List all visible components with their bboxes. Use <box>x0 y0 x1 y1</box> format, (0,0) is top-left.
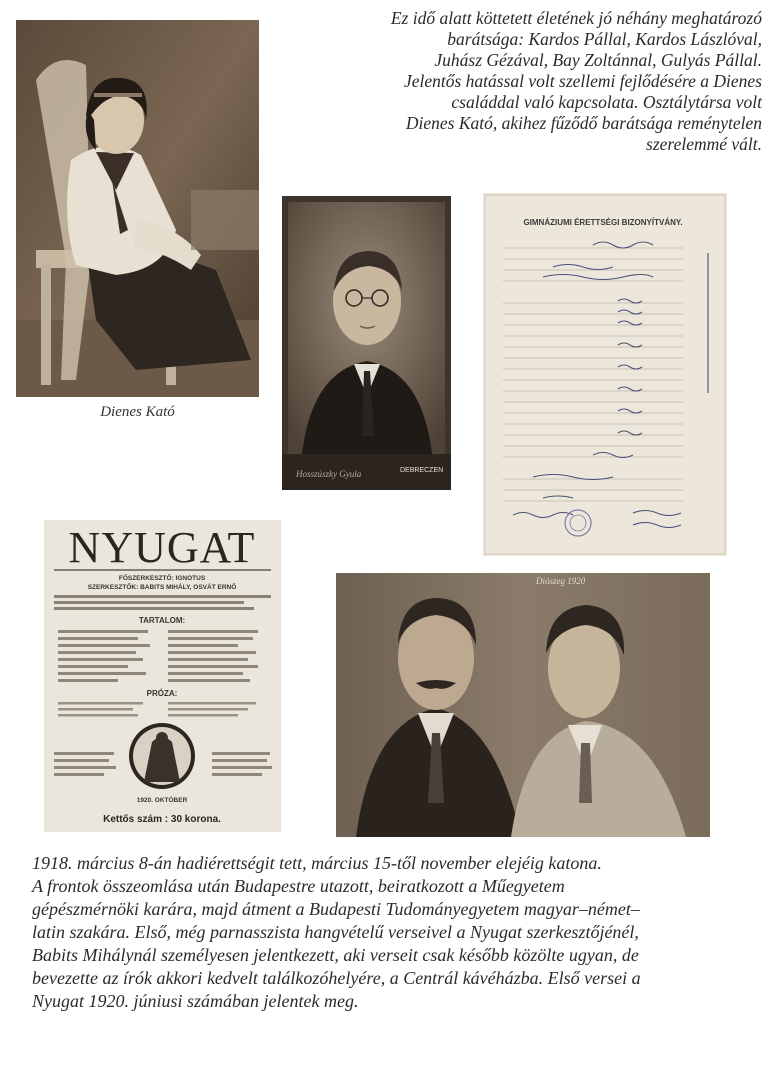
body-line: latin szakára. Első, még parnasszista hangvételű verseivel a Nyugat szerkesztőjénél, <box>32 922 639 942</box>
body-line: Nyugat 1920. júniusi számában jelentek meg. <box>32 991 359 1011</box>
intro-line: Jelentős hatással volt szellemi fejlődésére a Dienes <box>403 71 762 91</box>
intro-paragraph <box>290 8 762 155</box>
intro-line: szerelemmé vált. <box>646 134 762 154</box>
photo-caption: Dienes Kató <box>100 404 175 420</box>
photo-portrait <box>282 196 451 490</box>
intro-line: Dienes Kató, akihez fűződő barátsága reménytelen <box>405 113 762 133</box>
body-line: Babits Mihálynál személyesen jelentkezett, aki verseit csak később közölte ugyan, de <box>32 945 639 965</box>
body-line: 1918. március 8-án hadiérettségit tett, március 15-től november elejéig katona. <box>32 853 602 873</box>
body-paragraph <box>32 852 752 1013</box>
nyugat-editor: FŐSZERKESZTŐ: IGNOTUS <box>118 575 206 582</box>
nyugat-contents: TARTALOM: <box>138 616 186 625</box>
body-line: A frontok összeomlása után Budapestre utazott, beiratkozott a Műegyetem <box>32 876 565 896</box>
body-line: bevezette az írók akkori kedvelt találkozóhelyére, a Centrál kávéházba. Első versei a <box>32 968 641 988</box>
certificate-document <box>483 193 727 556</box>
nyugat-cover <box>44 520 281 832</box>
nyugat-prose: PRÓZA: <box>146 689 178 698</box>
studio-name: Hosszúszky Gyula <box>296 469 362 479</box>
body-line: gépészmérnöki karára, majd átment a Budapesti Tudományegyetem magyar–német– <box>32 899 640 919</box>
photo-inscription: Diószeg 1920 <box>536 576 586 586</box>
certificate-heading: GIMNÁZIUMI ÉRETTSÉGI BIZONYÍTVÁNY. <box>523 218 683 227</box>
intro-line: Ez idő alatt köttetett életének jó néhány meghatározó <box>390 8 762 28</box>
nyugat-issue: 1920. OKTÓBER <box>136 797 188 804</box>
intro-line: családdal való kapcsolata. Osztálytársa volt <box>451 92 762 112</box>
intro-line: barátsága: Kardos Pállal, Kardos Lászlóval, <box>447 29 762 49</box>
nyugat-price: Kettős szám : 30 korona. <box>103 814 221 825</box>
studio-city: DEBRECZEN <box>400 467 444 474</box>
nyugat-title: NYUGAT <box>68 523 256 572</box>
intro-line: Juhász Gézával, Bay Zoltánnal, Gulyás Pállal. <box>434 50 762 70</box>
nyugat-editors: SZERKESZTŐK: BABITS MIHÁLY, OSVÁT ERNŐ <box>87 584 237 591</box>
photo-dienes-kato <box>16 20 259 397</box>
photo-two-men <box>336 573 710 837</box>
